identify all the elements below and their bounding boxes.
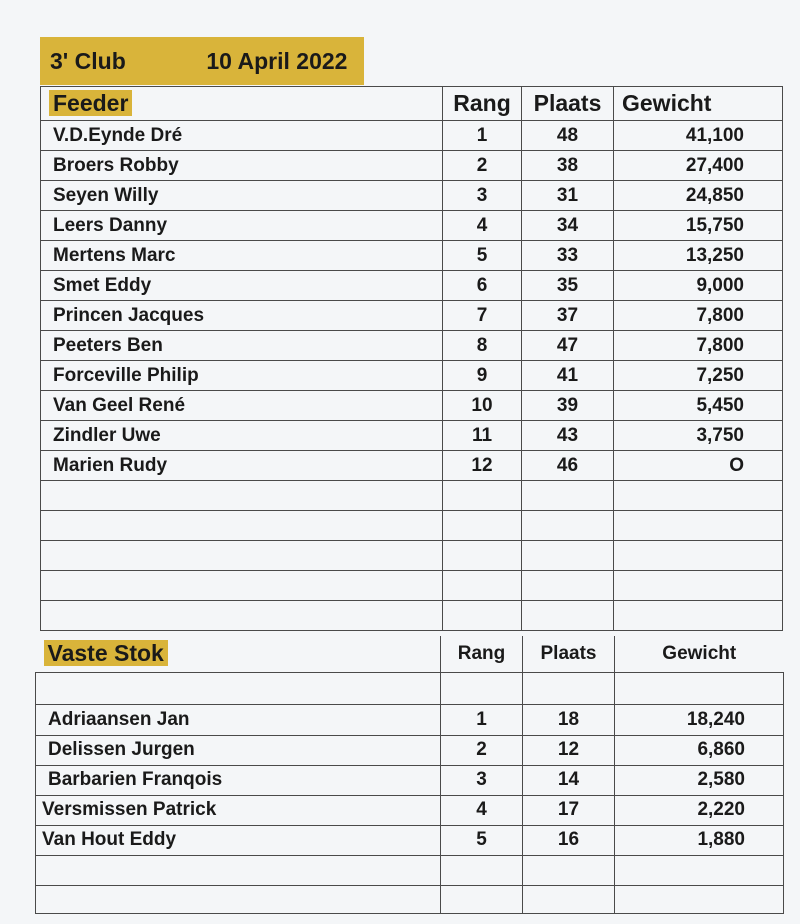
participant-name: Delissen Jurgen <box>36 735 441 765</box>
place-cell: 16 <box>523 825 615 855</box>
rank-cell: 1 <box>443 121 522 151</box>
weight-cell: 3,750 <box>614 421 783 451</box>
place-cell: 33 <box>522 241 614 271</box>
table-row <box>41 211 783 241</box>
table-row <box>41 421 783 451</box>
weight-cell: 18,240 <box>615 704 784 735</box>
participant-name: Broers Robby <box>41 151 443 181</box>
place-cell: 48 <box>522 121 614 151</box>
place-cell: 43 <box>522 421 614 451</box>
place-cell: 14 <box>523 765 615 795</box>
weight-cell: 9,000 <box>614 271 783 301</box>
rank-cell: 5 <box>441 825 523 855</box>
participant-name: Seyen Willy <box>41 181 443 211</box>
event-date: 10 April 2022 <box>206 48 348 74</box>
rank-cell: 4 <box>443 211 522 241</box>
rank-cell: 9 <box>443 361 522 391</box>
participant-name: Peeters Ben <box>41 331 443 361</box>
place-cell: 17 <box>523 795 615 825</box>
weight-cell: 6,860 <box>615 735 784 765</box>
table-row <box>36 735 784 765</box>
participant-name: Leers Danny <box>41 211 443 241</box>
vaste-stok-table <box>35 636 784 914</box>
place-cell: 31 <box>522 181 614 211</box>
rank-cell: 3 <box>441 765 523 795</box>
participant-name: V.D.Eynde Dré <box>41 121 443 151</box>
feeder-table <box>40 86 783 631</box>
feeder-header-gewicht: Gewicht <box>614 87 783 121</box>
table-row <box>41 391 783 421</box>
weight-cell: 1,880 <box>615 825 784 855</box>
participant-name: Mertens Marc <box>41 241 443 271</box>
participant-name: Zindler Uwe <box>41 421 443 451</box>
vaste-stok-header-row <box>36 636 784 672</box>
weight-cell: 13,250 <box>614 241 783 271</box>
place-cell: 35 <box>522 271 614 301</box>
empty-row <box>41 481 783 511</box>
table-row <box>41 151 783 181</box>
place-cell: 47 <box>522 331 614 361</box>
participant-name: Smet Eddy <box>41 271 443 301</box>
weight-cell: 15,750 <box>614 211 783 241</box>
participant-name: Versmissen Patrick <box>36 795 441 825</box>
empty-row <box>36 855 784 885</box>
place-cell: 46 <box>522 451 614 481</box>
weight-cell: 41,100 <box>614 121 783 151</box>
rank-cell: 10 <box>443 391 522 421</box>
rank-cell: 2 <box>443 151 522 181</box>
participant-name: Princen Jacques <box>41 301 443 331</box>
empty-row <box>41 571 783 601</box>
participant-name: Barbarien Franqois <box>36 765 441 795</box>
weight-cell: 24,850 <box>614 181 783 211</box>
table-row <box>41 241 783 271</box>
place-cell: 38 <box>522 151 614 181</box>
rank-cell: 11 <box>443 421 522 451</box>
sheet-title <box>40 37 364 85</box>
empty-row <box>41 541 783 571</box>
table-row <box>36 825 784 855</box>
rank-cell: 1 <box>441 704 523 735</box>
table-row <box>41 361 783 391</box>
place-cell: 18 <box>523 704 615 735</box>
weight-cell: 7,250 <box>614 361 783 391</box>
feeder-header-plaats: Plaats <box>522 87 614 121</box>
weight-cell: 2,580 <box>615 765 784 795</box>
participant-name: Adriaansen Jan <box>36 704 441 735</box>
table-row <box>36 704 784 735</box>
rank-cell: 4 <box>441 795 523 825</box>
table-row <box>41 181 783 211</box>
rank-cell: 6 <box>443 271 522 301</box>
rank-cell: 3 <box>443 181 522 211</box>
table-row <box>41 451 783 481</box>
place-cell: 39 <box>522 391 614 421</box>
participant-name: Van Hout Eddy <box>36 825 441 855</box>
place-cell: 37 <box>522 301 614 331</box>
weight-cell: 5,450 <box>614 391 783 421</box>
table-row <box>41 301 783 331</box>
table-row <box>36 795 784 825</box>
club-name: 3' Club <box>50 48 126 74</box>
weight-cell: 2,220 <box>615 795 784 825</box>
vaste-stok-section-title: Vaste Stok <box>44 640 168 666</box>
place-cell: 34 <box>522 211 614 241</box>
empty-row <box>36 672 784 704</box>
empty-row <box>41 511 783 541</box>
participant-name: Marien Rudy <box>41 451 443 481</box>
table-row <box>41 121 783 151</box>
feeder-header-row <box>41 87 783 121</box>
place-cell: 41 <box>522 361 614 391</box>
feeder-section-title: Feeder <box>49 90 132 116</box>
rank-cell: 8 <box>443 331 522 361</box>
weight-cell: 7,800 <box>614 331 783 361</box>
table-row <box>41 331 783 361</box>
empty-row <box>36 885 784 913</box>
feeder-header-rang: Rang <box>443 87 522 121</box>
weight-cell: O <box>614 451 783 481</box>
participant-name: Van Geel René <box>41 391 443 421</box>
table-row <box>41 271 783 301</box>
stok-header-plaats: Plaats <box>523 636 615 672</box>
stok-header-rang: Rang <box>441 636 523 672</box>
rank-cell: 7 <box>443 301 522 331</box>
place-cell: 12 <box>523 735 615 765</box>
table-row <box>36 765 784 795</box>
rank-cell: 2 <box>441 735 523 765</box>
empty-row <box>41 601 783 631</box>
participant-name: Forceville Philip <box>41 361 443 391</box>
rank-cell: 12 <box>443 451 522 481</box>
weight-cell: 27,400 <box>614 151 783 181</box>
rank-cell: 5 <box>443 241 522 271</box>
stok-header-gewicht: Gewicht <box>615 636 784 672</box>
weight-cell: 7,800 <box>614 301 783 331</box>
